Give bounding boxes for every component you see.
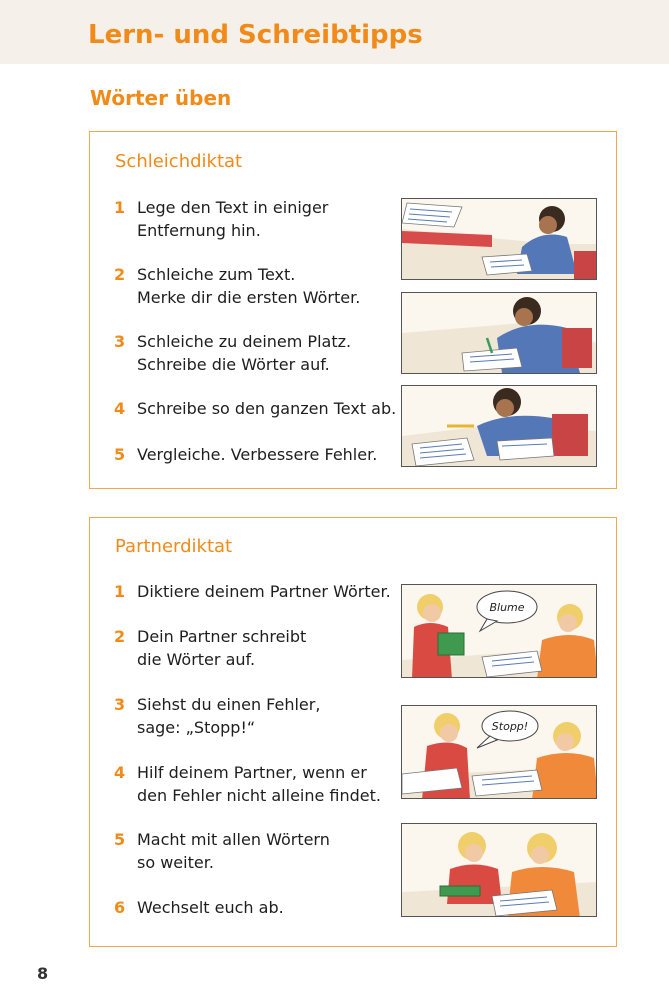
step-number: 3 [114,332,126,351]
step-number: 1 [114,198,126,217]
step-number: 2 [114,265,126,284]
step-line: Macht mit allen Wörtern [137,830,330,849]
step-number: 5 [114,445,126,464]
step-number: 6 [114,898,126,917]
step-number: 3 [114,695,126,714]
step-line: den Fehler nicht alleine findet. [137,786,382,805]
illustration-panel-6 [401,823,597,917]
step-number: 4 [114,399,126,418]
box-title: Schleichdiktat [115,151,243,172]
step-line: Lege den Text in einiger [137,198,329,217]
illustration-panel-5 [401,705,597,799]
page-title: Lern- und Schreibtipps [88,20,423,50]
step-line: Vergleiche. Verbessere Fehler. [137,445,378,464]
step-number: 4 [114,763,126,782]
step-line: Schreibe so den ganzen Text ab. [137,399,397,418]
schleichdiktat-box [89,131,617,489]
illustration-panel-1 [401,198,597,280]
partnerdiktat-box [89,517,617,947]
step-line: Schleiche zu deinem Platz. [137,332,352,351]
step-line: Schleiche zum Text. [137,265,296,284]
step-line: Dein Partner schreibt [137,627,307,646]
step-line: Entfernung hin. [137,221,261,240]
step-line: sage: „Stopp!“ [137,718,256,737]
step-number: 5 [114,830,126,849]
illustration-panel-4 [401,584,597,678]
step-line: die Wörter auf. [137,650,256,669]
step-number: 2 [114,627,126,646]
step-line: Siehst du einen Fehler, [137,695,321,714]
step-line: Hilf deinem Partner, wenn er [137,763,367,782]
speech-bubble-stopp: Stopp! [491,720,529,733]
section-title: Wörter üben [90,86,232,110]
illustration-panel-2 [401,292,597,374]
step-line: so weiter. [137,853,214,872]
step-line: Schreibe die Wörter auf. [137,355,330,374]
box-title: Partnerdiktat [115,536,233,557]
header-band [0,0,669,64]
step-line: Wechselt euch ab. [137,898,284,917]
speech-bubble-blume: Blume [489,601,525,614]
step-line: Merke dir die ersten Wörter. [137,288,361,307]
page-number: 8 [37,964,49,983]
step-line: Diktiere deinem Partner Wörter. [137,582,391,601]
step-number: 1 [114,582,126,601]
illustration-panel-3 [401,385,597,467]
